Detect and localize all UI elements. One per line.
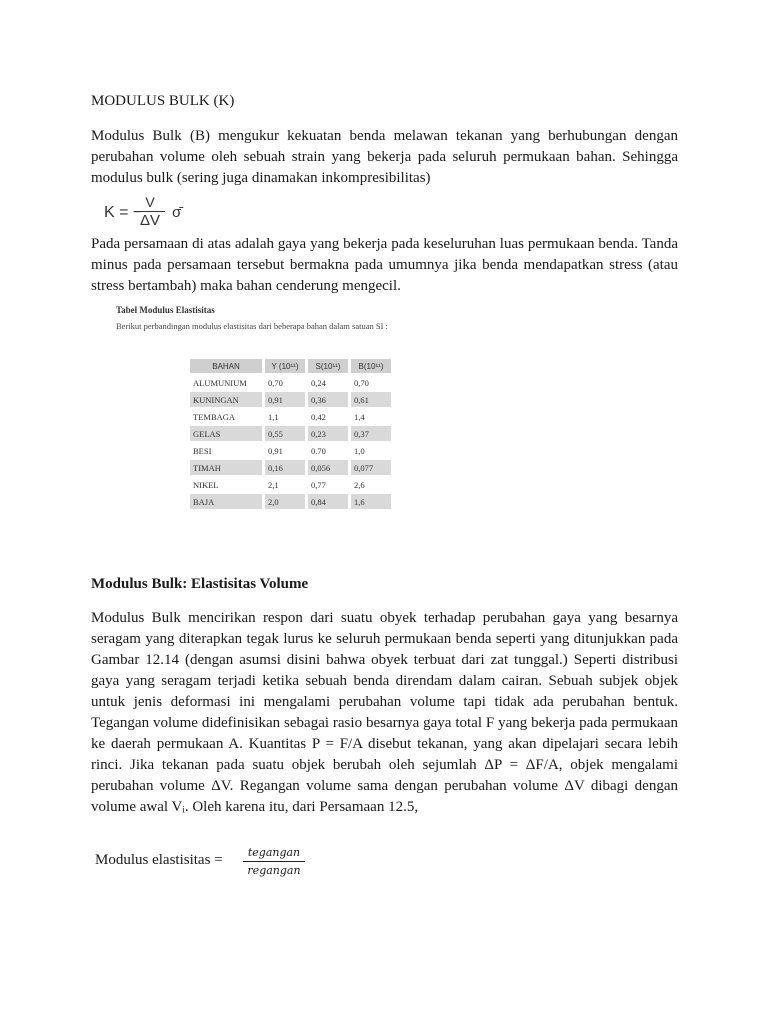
- formula-numerator: tegangan: [247, 846, 301, 859]
- formula-numerator: V: [145, 194, 155, 210]
- table-cell: 1,1: [265, 409, 305, 424]
- table-row: [190, 494, 391, 509]
- formula-tail: σ̄: [172, 204, 182, 221]
- section-heading-volume-elasticity: Modulus Bulk: Elastisitas Volume: [91, 576, 309, 592]
- table-cell: 0,91: [265, 443, 305, 458]
- paragraph-bulk-description: Modulus Bulk mencirikan respon dari suatu obyek terhadap perubahan gaya yang besarnya seragam yang diterapkan tegak lurus ke seluruh permukaan benda seperti yang ditunjukkan pada Gambar 12.14 (dengan asumsi disini bahwa obyek terbuat dari zat tunggal.) Seperti distribusi gaya yang seragam terjadi ketika sebuah benda direndam dalam cairan. Sebuah subjek objek untuk jenis deformasi ini mengalami perubahan volume tapi tidak ada perubahan bentuk. Tegangan volume didefinisikan sebagai rasio besarnya gaya total F yang bekerja pada permukaan ke daerah permukaan A. Kuantitas P = F/A disebut tekanan, yang akan dipelajari secara lebih rinci. Jika tekanan pada suatu objek berubah oleh sejumlah ΔP = ΔF/A, objek mengalami perubahan volume ΔV. Regangan volume sama dengan perubahan volume ΔV dibagi dengan volume awal Vᵢ. Oleh karena itu, dari Persamaan 12.5,: [91, 610, 678, 815]
- table-cell: BAJA: [190, 494, 262, 509]
- table-cell: 2,6: [351, 477, 391, 492]
- header-shear: S(10¹¹): [308, 359, 348, 373]
- header-young: Y (10¹¹): [265, 359, 305, 373]
- table-cell: 0,55: [265, 426, 305, 441]
- table-cell: TIMAH: [190, 460, 262, 475]
- table-title: Tabel Modulus Elastisitas: [116, 305, 215, 315]
- table-cell: 0,42: [308, 409, 348, 424]
- table-cell: 2,0: [265, 494, 305, 509]
- formula-denominator: regangan: [247, 864, 301, 877]
- table-cell: BESI: [190, 443, 262, 458]
- table-cell: 0,23: [308, 426, 348, 441]
- table-cell: NIKEL: [190, 477, 262, 492]
- table-cell: GELAS: [190, 426, 262, 441]
- table-row: [190, 409, 391, 424]
- elastic-modulus-table: [187, 357, 394, 511]
- table-cell: 0,91: [265, 392, 305, 407]
- formula-lhs: K = −: [104, 204, 143, 221]
- paragraph-definition: Modulus Bulk (B) mengukur kekuatan benda melawan tekanan yang berhubungan dengan perubahan volume oleh sebuah strain yang bekerja pada seluruh permukaan bahan. Sehingga modulus bulk (sering juga dinamakan inkompresibilitas): [91, 128, 678, 186]
- table-cell: 0,70: [265, 375, 305, 390]
- table-row: [190, 392, 391, 407]
- formula-fraction: [135, 195, 165, 229]
- formula-label: Modulus elastisitas =: [95, 852, 223, 868]
- header-bulk: B(10¹¹): [351, 359, 391, 373]
- table-cell: 0,16: [265, 460, 305, 475]
- table-cell: 0,70: [351, 375, 391, 390]
- table-cell: 0,77: [308, 477, 348, 492]
- table-subtitle: Berikut perbandingan modulus elastisitas dari beberapa bahan dalam satuan SI :: [116, 321, 388, 331]
- table-cell: 0.70: [308, 443, 348, 458]
- table-cell: ALUMUNIUM: [190, 375, 262, 390]
- header-bahan: BAHAN: [190, 359, 262, 373]
- table-cell: 1,0: [351, 443, 391, 458]
- table-row: [190, 477, 391, 492]
- table-cell: 0,37: [351, 426, 391, 441]
- table-row: [190, 426, 391, 441]
- table-cell: 1,6: [351, 494, 391, 509]
- table-cell: 0,24: [308, 375, 348, 390]
- section-heading-modulus-bulk: MODULUS BULK (K): [91, 93, 235, 109]
- table-header-row: [190, 359, 391, 373]
- table-row: [190, 460, 391, 475]
- table-cell: 1,4: [351, 409, 391, 424]
- table-cell: 0,056: [308, 460, 348, 475]
- table-cell: 0,36: [308, 392, 348, 407]
- paragraph-explanation: Pada persamaan di atas adalah gaya yang bekerja pada keseluruhan luas permukaan benda. Tanda minus pada persamaan tersebut bermakna pada umumnya jika benda mendapatkan stress (atau stress bertambah) maka bahan cenderung mengecil.: [91, 236, 678, 294]
- table-cell: 0,077: [351, 460, 391, 475]
- table-cell: 0,84: [308, 494, 348, 509]
- table-cell: 0,61: [351, 392, 391, 407]
- table-row: [190, 443, 391, 458]
- bulk-modulus-formula: [104, 195, 194, 229]
- fraction-bar: [243, 861, 305, 862]
- table-cell: TEMBAGA: [190, 409, 262, 424]
- table-cell: 2,1: [265, 477, 305, 492]
- table-row: [190, 375, 391, 390]
- table-cell: KUNINGAN: [190, 392, 262, 407]
- formula-denominator: ΔV: [139, 212, 161, 229]
- formula-fraction: [243, 846, 305, 877]
